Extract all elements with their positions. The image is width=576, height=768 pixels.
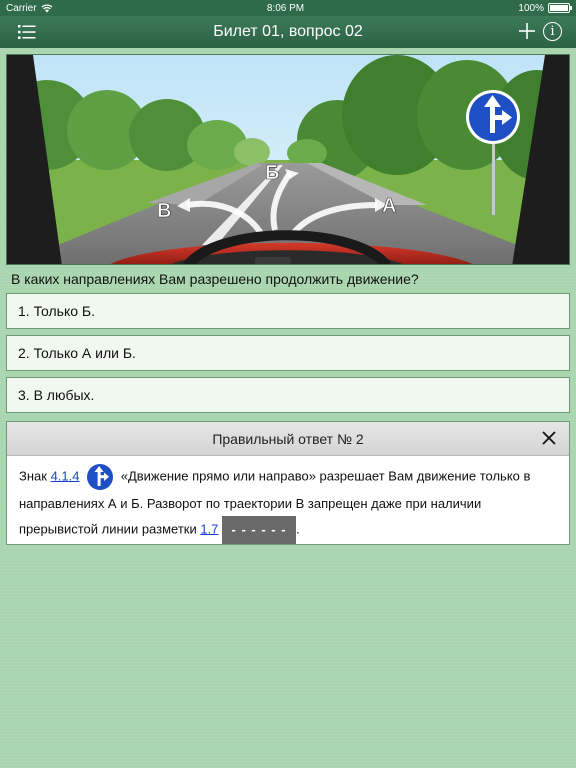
- marking-reference-link[interactable]: 1.7: [200, 521, 219, 537]
- label-b: Б: [265, 162, 280, 184]
- plus-icon[interactable]: [518, 22, 536, 40]
- nav-bar: [0, 16, 576, 48]
- label-v: В: [157, 200, 172, 222]
- explanation-end: .: [296, 521, 300, 537]
- straight-or-right-sign-icon: [85, 462, 115, 492]
- correct-answer-title: Правильный ответ № 2: [212, 430, 364, 447]
- answer-label: 2. Только А или Б.: [18, 345, 136, 361]
- battery-fill: [550, 5, 568, 11]
- wifi-icon: [41, 4, 53, 13]
- road-scene: [7, 55, 570, 265]
- status-right: [518, 3, 570, 14]
- answer-label: 3. В любых.: [18, 387, 95, 403]
- info-icon[interactable]: [543, 22, 562, 41]
- question-illustration: [6, 54, 570, 265]
- status-time: 8:06 PM: [266, 2, 305, 14]
- answer-option-2[interactable]: [6, 335, 570, 371]
- label-a: А: [382, 195, 397, 217]
- correct-answer-header: [7, 422, 569, 456]
- explanation-middle: «Движение прямо или направо» разрешает Вам движение только в направлениях А и Б. Разворот по траектории В запрещен даже при наличии прерывистой линии разметки: [19, 468, 531, 537]
- page-title: Билет 01, вопрос 02: [213, 23, 363, 40]
- close-icon[interactable]: [541, 430, 557, 446]
- explanation-start: Знак: [19, 468, 51, 484]
- battery-icon: [548, 3, 570, 13]
- info-glyph: i: [550, 24, 555, 39]
- question-text: В каких направлениях Вам разрешено продолжить движение?: [11, 271, 419, 287]
- correct-answer-panel: [6, 421, 570, 545]
- answer-option-1[interactable]: [6, 293, 570, 329]
- list-menu-icon[interactable]: [18, 24, 36, 40]
- explanation-text: [7, 456, 569, 544]
- carrier-label: Carrier: [6, 2, 37, 14]
- status-left: [6, 3, 53, 14]
- sign-reference-link[interactable]: 4.1.4: [50, 468, 80, 484]
- status-bar: [0, 0, 576, 16]
- answer-label: 1. Только Б.: [18, 303, 95, 319]
- answer-option-3[interactable]: [6, 377, 570, 413]
- broken-line-marking: - - - - - -: [222, 516, 296, 544]
- battery-percent: 100%: [518, 2, 544, 14]
